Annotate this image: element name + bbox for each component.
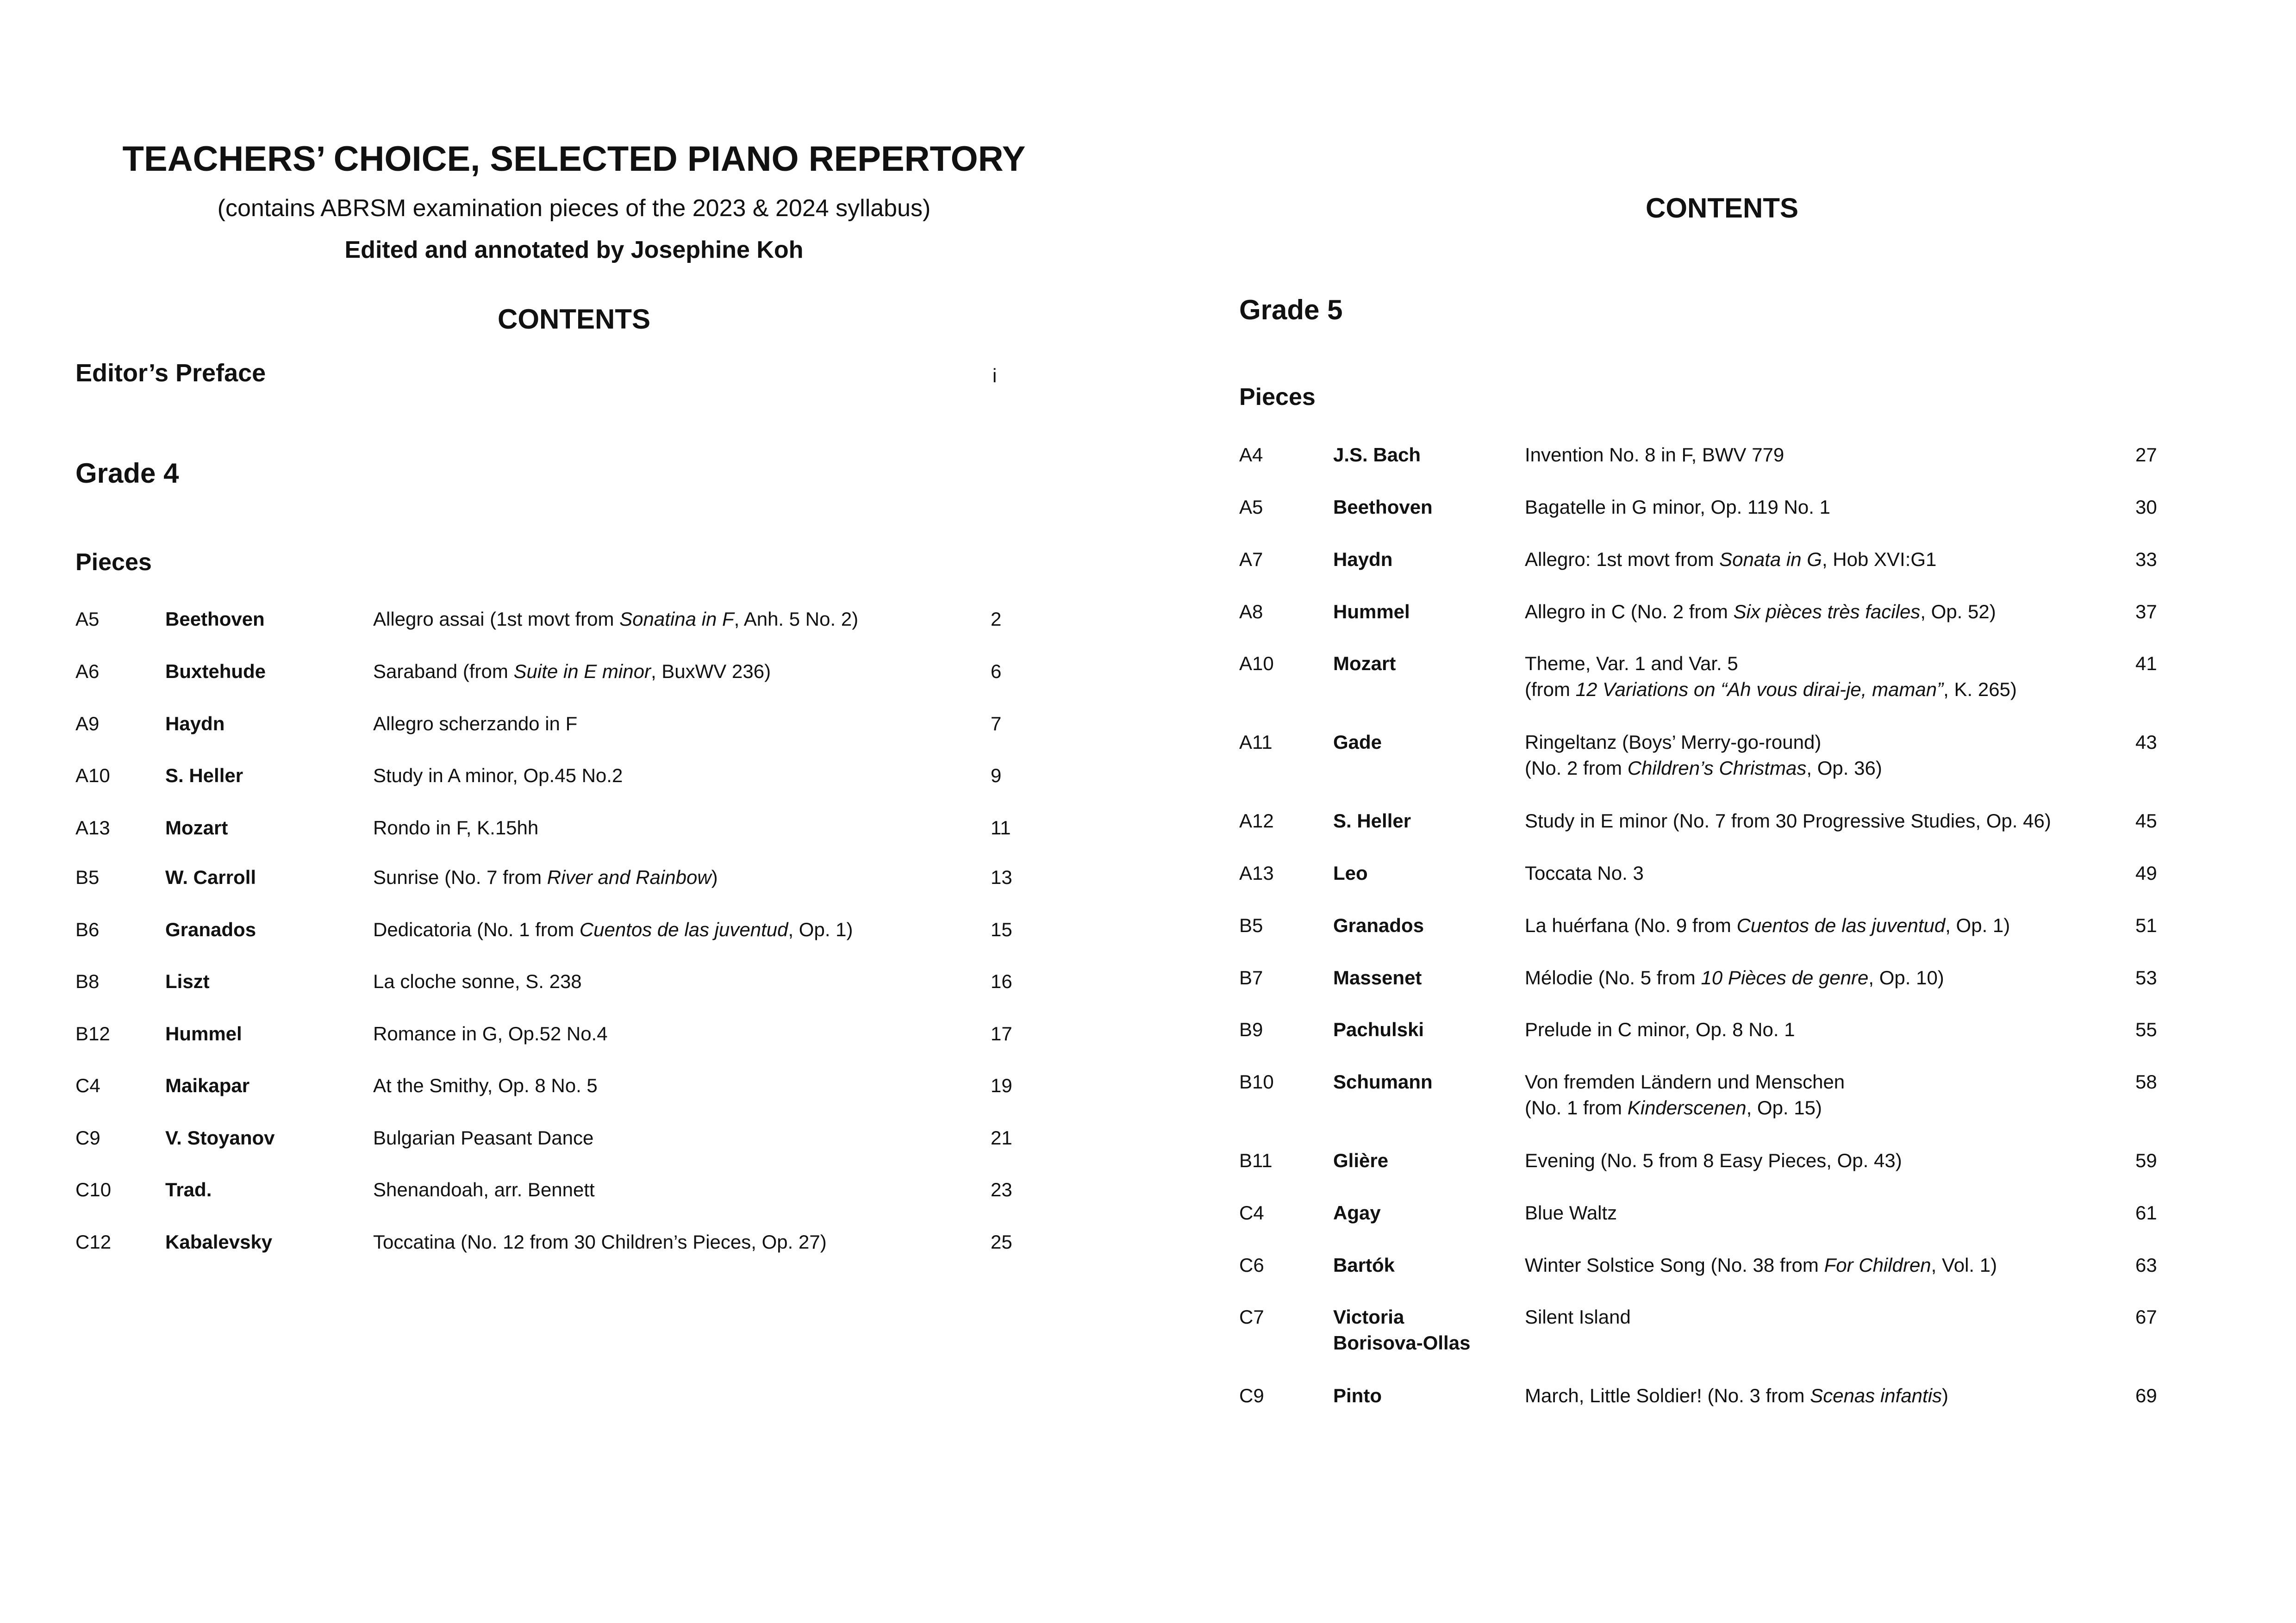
page-number: 23 [991,1179,1012,1200]
piece-title: Allegro in C (No. 2 from Six pièces très faciles, Op. 52) [1525,601,1996,622]
pieces-heading: Pieces [1239,384,1316,410]
composer-name: Beethoven [165,608,265,630]
piece-title: Saraband (from Suite in E minor, BuxWV 236) [373,660,771,682]
piece-title: Dedicatoria (No. 1 from Cuentos de las juventud, Op. 1) [373,919,853,940]
piece-code: C4 [1239,1202,1264,1224]
composer-name: Gade [1333,731,1382,753]
composer-name: Beethoven [1333,496,1433,518]
piece-title: La huérfana (No. 9 from Cuentos de las juventud, Op. 1) [1525,914,2010,936]
page-number: 49 [2135,862,2157,884]
book-subtitle: (contains ABRSM examination pieces of the 2023 & 2024 syllabus) [217,195,931,222]
piece-title: Silent Island [1525,1306,1631,1328]
composer-name: Leo [1333,862,1368,884]
piece-title-line-2: (No. 1 from Kinderscenen, Op. 15) [1525,1097,1822,1119]
page-number: 17 [991,1023,1012,1045]
composer-name: Hummel [1333,601,1410,622]
composer-name: Granados [1333,914,1424,936]
page-number: 41 [2135,653,2157,674]
page-number: 61 [2135,1202,2157,1224]
piece-code: B12 [75,1023,110,1045]
piece-code: A10 [1239,653,1274,674]
composer-name: Schumann [1333,1071,1433,1093]
right-page [1148,0,2296,1623]
piece-code: B5 [1239,914,1263,936]
composer-name: Mozart [1333,653,1396,674]
contents-heading: CONTENTS [498,304,650,335]
composer-name: S. Heller [165,765,243,786]
piece-code: A8 [1239,601,1263,622]
page-number: 25 [991,1231,1012,1253]
composer-name: Pachulski [1333,1019,1424,1040]
piece-code: A9 [75,713,100,734]
piece-title: Shenandoah, arr. Bennett [373,1179,595,1200]
piece-title: Toccatina (No. 12 from 30 Children’s Pieces, Op. 27) [373,1231,827,1253]
page-number: 67 [2135,1306,2157,1328]
piece-code: B6 [75,919,100,940]
composer-name: Trad. [165,1179,212,1200]
composer-name: Haydn [165,713,225,734]
composer-name: Liszt [165,970,210,992]
piece-code: A10 [75,765,110,786]
composer-name: Glière [1333,1150,1389,1171]
page-number: 63 [2135,1254,2157,1276]
piece-title: Allegro scherzando in F [373,713,578,734]
editor-credit: Edited and annotated by Josephine Koh [344,236,804,263]
composer-name: J.S. Bach [1333,444,1421,466]
composer-name: Granados [165,919,256,940]
piece-code: B8 [75,970,100,992]
piece-title: La cloche sonne, S. 238 [373,970,582,992]
piece-title: Allegro: 1st movt from Sonata in G, Hob XVI:G1 [1525,548,1937,570]
piece-title: Rondo in F, K.15hh [373,817,539,839]
piece-code: A5 [1239,496,1263,518]
piece-code: A4 [1239,444,1263,466]
piece-code: A13 [1239,862,1274,884]
composer-name-line-2: Borisova-Ollas [1333,1332,1471,1354]
piece-code: B7 [1239,967,1263,989]
page-number: 30 [2135,496,2157,518]
page-number: 2 [991,608,1002,630]
piece-code: C6 [1239,1254,1264,1276]
piece-title: Romance in G, Op.52 No.4 [373,1023,608,1045]
page-number: 51 [2135,914,2157,936]
piece-title: Study in A minor, Op.45 No.2 [373,765,623,786]
piece-code: C7 [1239,1306,1264,1328]
composer-name: Buxtehude [165,660,266,682]
piece-title: Study in E minor (No. 7 from 30 Progressive Studies, Op. 46) [1525,810,2051,832]
pieces-heading: Pieces [75,549,152,576]
piece-code: B5 [75,866,100,888]
composer-name: Victoria [1333,1306,1404,1328]
page-number: 59 [2135,1150,2157,1171]
preface-page: i [992,365,997,386]
composer-name: Bartók [1333,1254,1395,1276]
composer-name: Agay [1333,1202,1381,1224]
piece-code: C9 [1239,1385,1264,1406]
page-number: 21 [991,1127,1012,1149]
page-number: 58 [2135,1071,2157,1093]
piece-code: A13 [75,817,110,839]
piece-title: Bulgarian Peasant Dance [373,1127,594,1149]
piece-title: Sunrise (No. 7 from River and Rainbow) [373,866,718,888]
page-number: 53 [2135,967,2157,989]
composer-name: Kabalevsky [165,1231,273,1253]
piece-code: B10 [1239,1071,1274,1093]
piece-title: Toccata No. 3 [1525,862,1644,884]
page-number: 19 [991,1075,1012,1096]
piece-title: Winter Solstice Song (No. 38 from For Children, Vol. 1) [1525,1254,1997,1276]
composer-name: Hummel [165,1023,242,1045]
page-number: 6 [991,660,1002,682]
piece-code: C12 [75,1231,112,1253]
contents-heading: CONTENTS [1646,193,1798,224]
preface-label: Editor’s Preface [75,359,266,387]
piece-code: C10 [75,1179,112,1200]
piece-title: Theme, Var. 1 and Var. 5 [1525,653,1738,674]
piece-title: Ringeltanz (Boys’ Merry-go-round) [1525,731,1822,753]
piece-title: Evening (No. 5 from 8 Easy Pieces, Op. 43) [1525,1150,1902,1171]
page-number: 33 [2135,548,2157,570]
page-number: 9 [991,765,1002,786]
piece-title: Invention No. 8 in F, BWV 779 [1525,444,1784,466]
page-number: 55 [2135,1019,2157,1040]
composer-name: Pinto [1333,1385,1382,1406]
composer-name: S. Heller [1333,810,1411,832]
page-number: 45 [2135,810,2157,832]
piece-code: C4 [75,1075,100,1096]
piece-title: Bagatelle in G minor, Op. 119 No. 1 [1525,496,1830,518]
piece-title-line-2: (from 12 Variations on “Ah vous dirai-je, maman”, K. 265) [1525,678,2017,700]
piece-code: A7 [1239,548,1263,570]
composer-name: V. Stoyanov [165,1127,275,1149]
page-number: 27 [2135,444,2157,466]
piece-code: B11 [1239,1150,1273,1171]
page-number: 16 [991,970,1012,992]
composer-name: Mozart [165,817,228,839]
piece-title-line-2: (No. 2 from Children’s Christmas, Op. 36) [1525,757,1882,779]
grade-4-heading: Grade 4 [75,458,179,489]
composer-name: Maikapar [165,1075,250,1096]
page-number: 37 [2135,601,2157,622]
grade-5-heading: Grade 5 [1239,294,1343,325]
page-number: 11 [991,817,1011,839]
page-number: 69 [2135,1385,2157,1406]
piece-title: Blue Waltz [1525,1202,1617,1224]
piece-title: Von fremden Ländern und Menschen [1525,1071,1845,1093]
piece-code: A6 [75,660,100,682]
book-title: TEACHERS’ CHOICE, SELECTED PIANO REPERTORY [122,139,1026,179]
piece-title: Prelude in C minor, Op. 8 No. 1 [1525,1019,1795,1040]
piece-code: C9 [75,1127,100,1149]
piece-title: March, Little Soldier! (No. 3 from Scenas infantis) [1525,1385,1949,1406]
page-number: 7 [991,713,1002,734]
piece-title: Mélodie (No. 5 from 10 Pièces de genre, Op. 10) [1525,967,1944,989]
page-number: 13 [991,866,1012,888]
page-number: 43 [2135,731,2157,753]
piece-title: Allegro assai (1st movt from Sonatina in F, Anh. 5 No. 2) [373,608,859,630]
page-number: 15 [991,919,1012,940]
composer-name: Massenet [1333,967,1422,989]
piece-title: At the Smithy, Op. 8 No. 5 [373,1075,598,1096]
composer-name: W. Carroll [165,866,256,888]
piece-code: A5 [75,608,100,630]
piece-code: A11 [1239,731,1273,753]
piece-code: B9 [1239,1019,1263,1040]
piece-code: A12 [1239,810,1274,832]
composer-name: Haydn [1333,548,1393,570]
